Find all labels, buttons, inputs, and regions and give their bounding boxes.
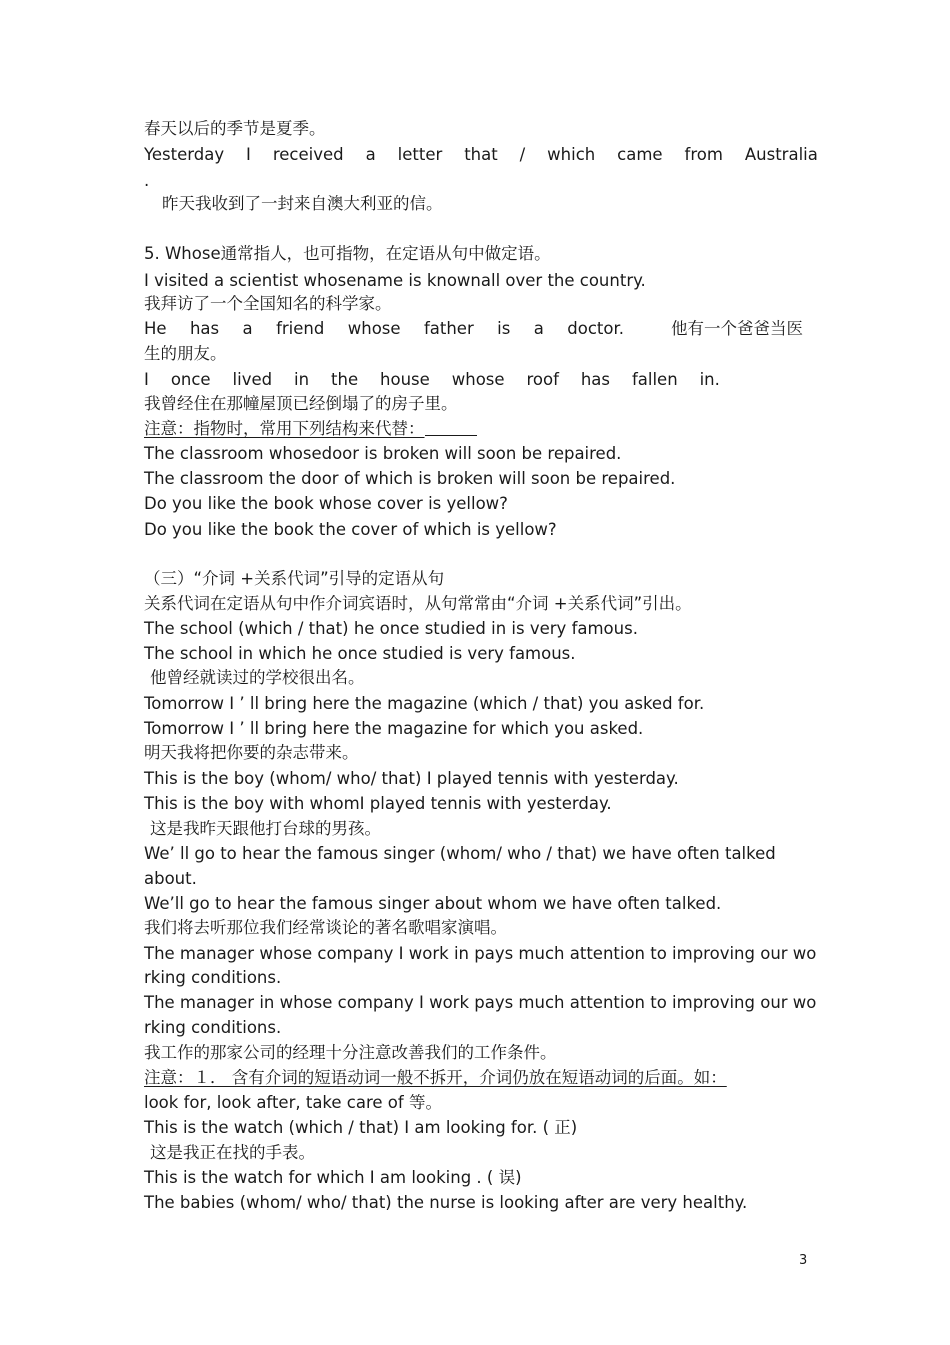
word: I bbox=[144, 370, 149, 389]
word: letter bbox=[397, 145, 443, 164]
text-line-justified bbox=[144, 319, 624, 339]
text-line: rking conditions. bbox=[144, 968, 282, 987]
word: received bbox=[272, 145, 344, 164]
text-line: The manager in whose company I work pays much attention to improving our wo bbox=[144, 993, 817, 1012]
text-line: about. bbox=[144, 869, 197, 888]
underline-rule bbox=[425, 419, 477, 436]
word: I bbox=[246, 145, 251, 164]
text-line: This is the watch for which I am looking . ( 误) bbox=[144, 1168, 522, 1187]
note-line bbox=[144, 419, 477, 439]
text-line: 我们将去听那位我们经常谈论的著名歌唱家演唱。 bbox=[144, 918, 507, 937]
word: whose bbox=[451, 370, 505, 389]
page-number: 3 bbox=[799, 1253, 808, 1268]
text-line: This is the boy with whomI played tennis with yesterday. bbox=[144, 794, 612, 813]
word: / bbox=[519, 145, 526, 164]
word: that bbox=[464, 145, 498, 164]
text-line: Do you like the book whose cover is yellow? bbox=[144, 494, 508, 513]
text-line: The classroom the door of which is broken will soon be repaired. bbox=[144, 469, 676, 488]
word: from bbox=[684, 145, 723, 164]
text-line: 关系代词在定语从句中作介词宾语时，从句常常由“介词 +关系代词”引出。 bbox=[144, 594, 692, 613]
text-line-justified bbox=[144, 370, 720, 390]
text-line: 他曾经就读过的学校很出名。 bbox=[150, 668, 365, 687]
text-line: I visited a scientist whosename is knownall over the country. bbox=[144, 271, 646, 290]
text-line: look for, look after, take care of 等。 bbox=[144, 1093, 442, 1112]
word: a bbox=[533, 319, 544, 338]
word: Australia bbox=[744, 145, 818, 164]
word: fallen bbox=[631, 370, 678, 389]
text-line: 我曾经住在那幢屋顶已经倒塌了的房子里。 bbox=[144, 394, 458, 413]
word: Yesterday bbox=[144, 145, 225, 164]
word: the bbox=[331, 370, 359, 389]
word: friend bbox=[276, 319, 325, 338]
text-line: Tomorrow I ’ ll bring here the magazine (which / that) you asked for. bbox=[144, 694, 705, 713]
section-heading: （三）“介词 +关系代词”引导的定语从句 bbox=[144, 569, 445, 588]
text-line: 这是我昨天跟他打台球的男孩。 bbox=[150, 819, 381, 838]
text-line: . bbox=[144, 171, 150, 190]
text-line: 我拜访了一个全国知名的科学家。 bbox=[144, 294, 392, 313]
word: doctor. bbox=[567, 319, 624, 338]
text-line-justified bbox=[144, 145, 818, 165]
text-line: Do you like the book the cover of which is yellow? bbox=[144, 520, 557, 539]
word: a bbox=[242, 319, 253, 338]
text-line: 春天以后的季节是夏季。 bbox=[144, 119, 326, 138]
word: father bbox=[423, 319, 474, 338]
word: lived bbox=[232, 370, 273, 389]
section-heading: 5. Whose通常指人，也可指物，在定语从句中做定语。 bbox=[144, 244, 551, 263]
word: is bbox=[497, 319, 511, 338]
word: roof bbox=[526, 370, 559, 389]
note-text: 注意：指物时，常用下列结构来代替： bbox=[144, 419, 425, 438]
text-line: The classroom whosedoor is broken will soon be repaired. bbox=[144, 444, 622, 463]
text-line: The babies (whom/ who/ that) the nurse is looking after are very healthy. bbox=[144, 1193, 748, 1212]
text-line: 我工作的那家公司的经理十分注意改善我们的工作条件。 bbox=[144, 1043, 557, 1062]
word: in. bbox=[699, 370, 720, 389]
word: came bbox=[617, 145, 663, 164]
text-line: The manager whose company I work in pays much attention to improving our wo bbox=[144, 944, 817, 963]
text-line: The school in which he once studied is very famous. bbox=[144, 644, 576, 663]
word: in bbox=[294, 370, 310, 389]
text-line: rking conditions. bbox=[144, 1018, 282, 1037]
text-line: The school (which / that) he once studied in is very famous. bbox=[144, 619, 638, 638]
text-line: We’ll go to hear the famous singer about whom we have often talked. bbox=[144, 894, 722, 913]
word: whose bbox=[347, 319, 401, 338]
text-line: 生的朋友。 bbox=[144, 344, 227, 363]
word: once bbox=[170, 370, 211, 389]
text-line: This is the watch (which / that) I am looking for. ( 正) bbox=[144, 1118, 578, 1137]
word: a bbox=[365, 145, 376, 164]
text-line: 他有一个爸爸当医 bbox=[671, 319, 803, 338]
word: has bbox=[580, 370, 611, 389]
text-line: Tomorrow I ’ ll bring here the magazine for which you asked. bbox=[144, 719, 644, 738]
word: house bbox=[380, 370, 430, 389]
text-line: 明天我将把你要的杂志带来。 bbox=[144, 743, 359, 762]
word: has bbox=[189, 319, 220, 338]
text-line: 这是我正在找的手表。 bbox=[150, 1143, 315, 1162]
text-line: We’ ll go to hear the famous singer (whom/ who / that) we have often talked bbox=[144, 844, 776, 863]
word: which bbox=[547, 145, 596, 164]
word: He bbox=[144, 319, 167, 338]
text-line: 昨天我收到了一封来自澳大利亚的信。 bbox=[162, 194, 443, 213]
note-line: 注意：１． 含有介词的短语动词一般不拆开，介词仍放在短语动词的后面。如： bbox=[144, 1068, 727, 1087]
text-line: This is the boy (whom/ who/ that) I played tennis with yesterday. bbox=[144, 769, 679, 788]
